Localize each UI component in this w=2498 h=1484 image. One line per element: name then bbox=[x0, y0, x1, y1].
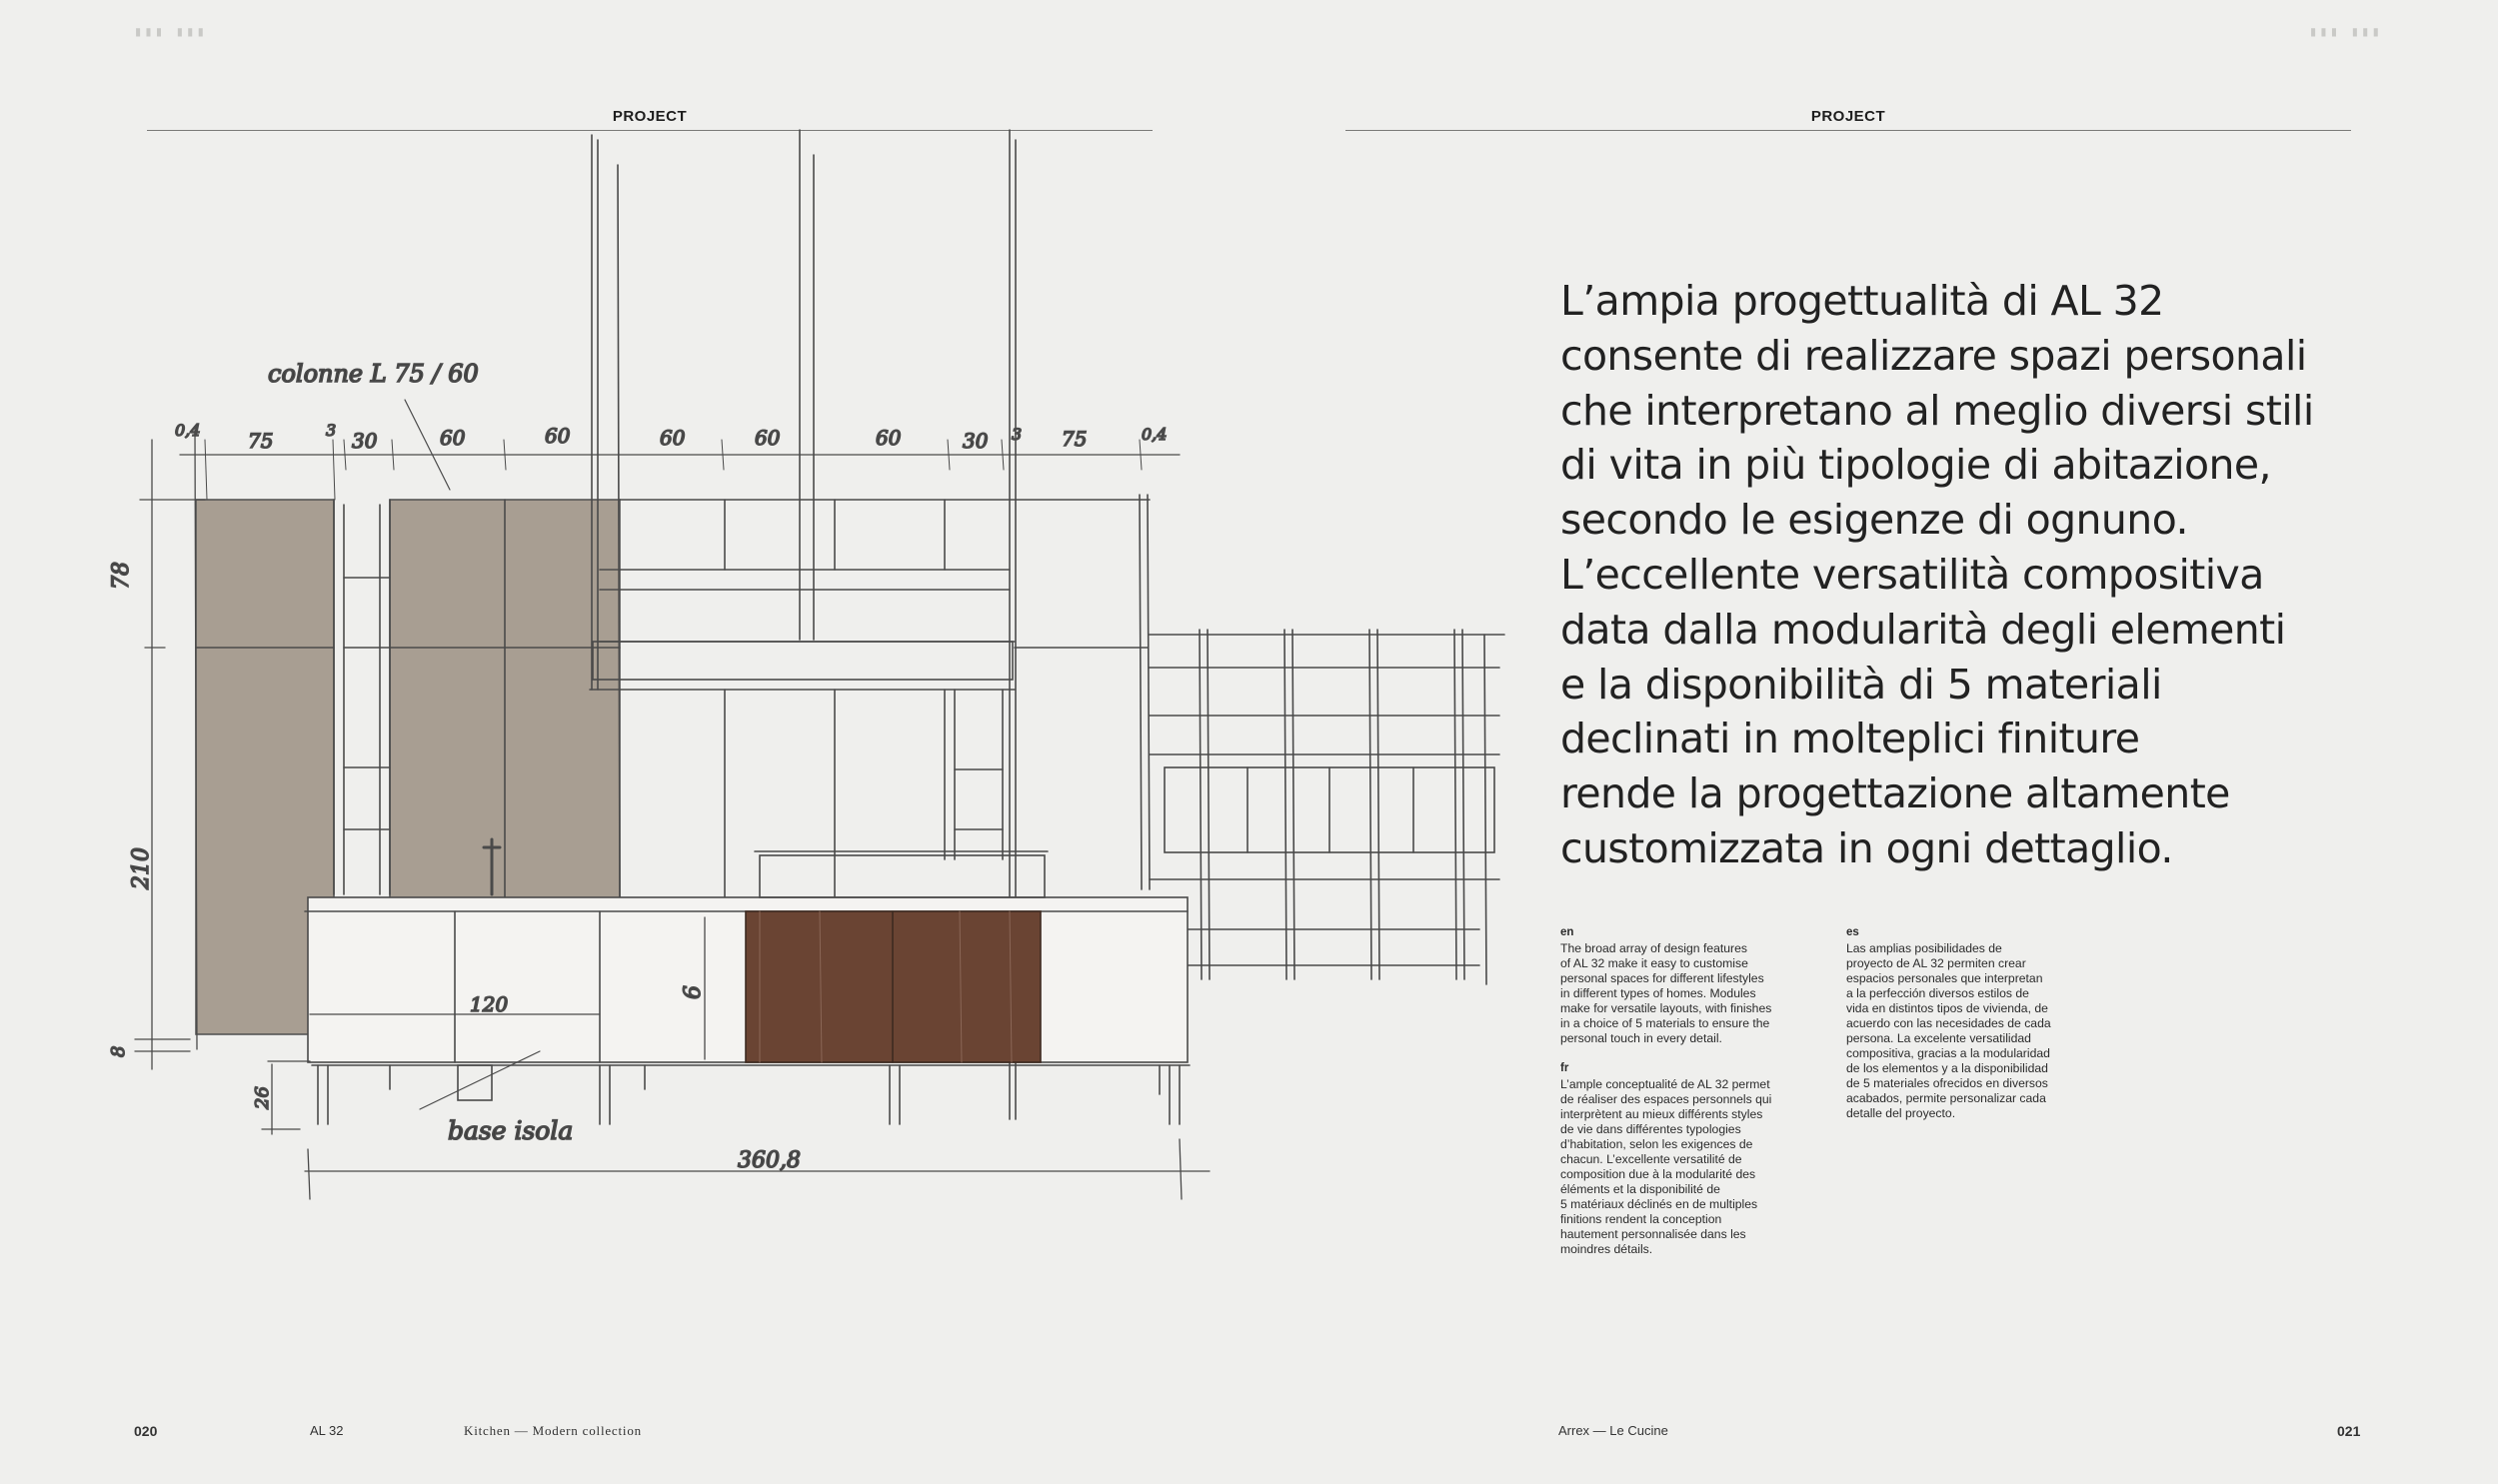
dim-top-2: 3 bbox=[326, 421, 337, 440]
dim-total-width: 360,8 bbox=[738, 1148, 801, 1173]
lang-label-fr: fr bbox=[1560, 1062, 1569, 1074]
dim-island-height: 6 bbox=[681, 985, 706, 999]
dim-height-total: 210 bbox=[129, 847, 154, 889]
dim-leg: 26 bbox=[252, 1086, 273, 1109]
text-fr: L’ample conceptualité de AL 32 permet de réaliser des espaces personnels qui interprètent au mieux différents styles de vie dans différentes typologies d’habitation, selon les exigences de chacun. L’excellente versatilité de composition due à la modularité des éléments et la disponibilité de 5 matériaux déclinés en de multiples finitions rendent la conception hautement personnalisée dans les moindres détails. bbox=[1560, 1077, 1772, 1256]
footer-brand: Arrex — Le Cucine bbox=[1558, 1423, 1668, 1438]
dim-top-4: 60 bbox=[440, 426, 466, 450]
section-title-right: PROJECT bbox=[1810, 108, 1886, 125]
footer-collection: Kitchen — Modern collection bbox=[464, 1423, 642, 1438]
dim-top-6: 60 bbox=[660, 426, 686, 450]
dim-height-upper: 78 bbox=[109, 562, 134, 590]
dim-island-width: 120 bbox=[470, 992, 509, 1016]
corner-mark-right: ▮▮▮ ▮▮▮ bbox=[2309, 24, 2383, 40]
dim-top-3: 30 bbox=[352, 429, 378, 453]
dim-top-7: 60 bbox=[755, 426, 781, 450]
dim-plinth: 8 bbox=[108, 1045, 129, 1057]
lang-label-es: es bbox=[1846, 926, 1859, 938]
label-columns: colonne L 75 / 60 bbox=[268, 360, 479, 388]
dim-top-11: 75 bbox=[1062, 427, 1088, 451]
corner-mark-left: ▮▮▮ ▮▮▮ bbox=[134, 24, 208, 40]
text-en: The broad array of design features of AL 32 make it easy to customise personal spaces for different lifestyles in different types of homes. Modules make for versatile layouts, with finishes in a choice of 5 materials to ensure the personal touch in every detail. bbox=[1560, 941, 1772, 1045]
dim-top-10: 3 bbox=[1012, 425, 1023, 444]
text-es: Las amplias posibilidades de proyecto de AL 32 permiten crear espacios personales que interpretan a la perfección diversos estilos de vida en distintos tipos de vivienda, de acuerdo con las necesidades de cada persona. La excelente versatilidad compositiva, gracias a la modularidad de los elementos y a la disponibilidad de 5 materiales ofrecidos en diversos acabados, permite personalizar cada detalle del proyecto. bbox=[1846, 941, 2051, 1120]
page-number-right: 021 bbox=[2337, 1423, 2361, 1439]
dim-top-8: 60 bbox=[876, 426, 902, 450]
dim-top-9: 30 bbox=[963, 429, 989, 453]
column-es bbox=[1846, 925, 2086, 1121]
dim-top-1: 75 bbox=[248, 429, 274, 453]
page-number-left: 020 bbox=[134, 1423, 158, 1439]
headline-italian: L’ampia progettualità di AL 32 consente di realizzare spazi personali che interpretano al meglio diversi stili di vita in più tipologie di abitazione, secondo le esigenze di ognuno. L’eccellente versatilità compositiva data dalla modularità degli elementi e la disponibilità di 5 materiali declinati in molteplici finiture rende la progettazione altamente customizzata in ogni dettaglio. bbox=[1560, 277, 2314, 872]
dim-top-5: 60 bbox=[545, 424, 571, 448]
dim-top-12: 0,4 bbox=[1142, 425, 1168, 444]
dim-top-0: 0,4 bbox=[175, 421, 201, 440]
label-base: base isola bbox=[448, 1116, 574, 1145]
section-title-left: PROJECT bbox=[612, 108, 688, 125]
column-en bbox=[1560, 925, 1800, 1046]
lang-label-en: en bbox=[1560, 926, 1574, 938]
footer-product: AL 32 bbox=[310, 1423, 344, 1438]
column-fr bbox=[1560, 1061, 1800, 1257]
